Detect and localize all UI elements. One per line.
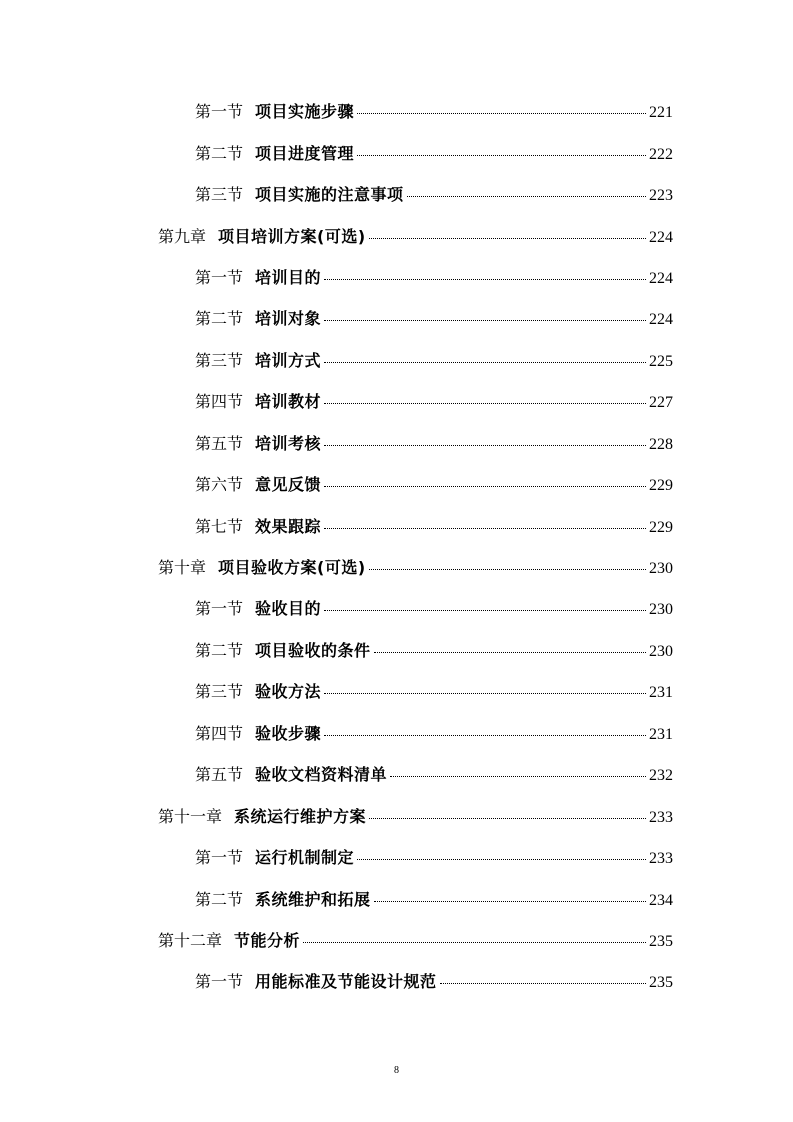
toc-dot-leader (324, 527, 646, 529)
toc-entry-number: 第五节 (195, 433, 244, 453)
toc-entry-page: 228 (649, 435, 673, 453)
toc-entry-page: 229 (649, 518, 673, 536)
toc-entry-page: 231 (649, 684, 673, 702)
toc-entry-title: 项目验收方案(可选) (218, 558, 366, 578)
toc-entry-content (195, 389, 673, 412)
toc-entry-title: 验收步骤 (255, 723, 322, 743)
toc-dot-leader (369, 237, 646, 239)
toc-entry-number: 第一节 (195, 848, 244, 868)
toc-entry-number: 第三节 (195, 682, 244, 702)
toc-entry-content (195, 845, 673, 868)
toc-entry-title: 项目实施的注意事项 (255, 185, 404, 205)
toc-chapter-entry[interactable] (0, 794, 793, 835)
toc-entry-content (195, 472, 673, 495)
toc-entry-number: 第十一章 (158, 806, 223, 826)
toc-entry-content (195, 348, 673, 371)
toc-entry-title: 培训教材 (255, 392, 322, 412)
toc-entry-title: 培训对象 (255, 309, 322, 329)
toc-entry-number: 第一节 (195, 972, 244, 992)
toc-entry-content (195, 679, 673, 702)
toc-entry-page: 233 (649, 808, 673, 826)
toc-entry-page: 230 (649, 601, 673, 619)
toc-entry-number: 第四节 (195, 392, 244, 412)
toc-entry-page: 227 (649, 394, 673, 412)
toc-entry-content (195, 306, 673, 329)
toc-entry-content (195, 887, 673, 910)
toc-dot-leader (357, 154, 646, 156)
toc-entry-content (158, 555, 673, 578)
toc-entry-title: 系统维护和拓展 (255, 889, 371, 909)
toc-entry-number: 第二节 (195, 640, 244, 660)
toc-chapter-entry[interactable] (0, 919, 793, 960)
toc-entry-number: 第五节 (195, 765, 244, 785)
toc-entry-title: 验收文档资料清单 (255, 765, 388, 785)
toc-entry-content (195, 99, 673, 122)
toc-dot-leader (324, 278, 646, 280)
toc-entry-title: 验收方法 (255, 682, 322, 702)
toc-entry-content (195, 762, 673, 785)
toc-entry-page: 235 (649, 932, 673, 950)
toc-dot-leader (324, 734, 646, 736)
toc-section-entry[interactable] (0, 836, 793, 877)
toc-dot-leader (369, 568, 646, 570)
toc-dot-leader (324, 485, 646, 487)
toc-entry-number: 第六节 (195, 475, 244, 495)
toc-entry-page: 224 (649, 228, 673, 246)
toc-section-entry[interactable] (0, 173, 793, 214)
toc-section-entry[interactable] (0, 877, 793, 918)
toc-entry-title: 项目进度管理 (255, 143, 355, 163)
toc-entry-content (195, 721, 673, 744)
toc-dot-leader (303, 941, 646, 943)
toc-chapter-entry[interactable] (0, 214, 793, 255)
toc-entry-title: 运行机制制定 (255, 848, 355, 868)
table-of-contents (0, 90, 793, 1002)
toc-section-entry[interactable] (0, 339, 793, 380)
toc-section-entry[interactable] (0, 463, 793, 504)
toc-section-entry[interactable] (0, 587, 793, 628)
toc-chapter-entry[interactable] (0, 546, 793, 587)
toc-entry-number: 第一节 (195, 267, 244, 287)
toc-section-entry[interactable] (0, 753, 793, 794)
toc-entry-content (195, 514, 673, 537)
toc-entry-page: 230 (649, 642, 673, 660)
toc-entry-title: 项目验收的条件 (255, 640, 371, 660)
toc-entry-title: 培训方式 (255, 350, 322, 370)
toc-dot-leader (374, 651, 646, 653)
toc-dot-leader (357, 112, 646, 114)
toc-entry-title: 验收目的 (255, 599, 322, 619)
toc-entry-content (195, 638, 673, 661)
toc-entry-page: 234 (649, 891, 673, 909)
toc-entry-content (158, 804, 673, 827)
toc-dot-leader (374, 900, 646, 902)
toc-entry-content (195, 265, 673, 288)
toc-entry-title: 效果跟踪 (255, 516, 322, 536)
toc-entry-number: 第十二章 (158, 930, 223, 950)
toc-entry-page: 225 (649, 352, 673, 370)
toc-entry-number: 第二节 (195, 889, 244, 909)
toc-section-entry[interactable] (0, 380, 793, 421)
toc-dot-leader (324, 692, 646, 694)
toc-entry-title: 用能标准及节能设计规范 (255, 972, 437, 992)
toc-entry-number: 第三节 (195, 350, 244, 370)
toc-entry-title: 意见反馈 (255, 475, 322, 495)
toc-entry-content (195, 596, 673, 619)
toc-entry-page: 229 (649, 477, 673, 495)
toc-dot-leader (324, 361, 646, 363)
toc-entry-number: 第十章 (158, 558, 207, 578)
toc-section-entry[interactable] (0, 90, 793, 131)
toc-entry-content (195, 431, 673, 454)
toc-section-entry[interactable] (0, 712, 793, 753)
toc-dot-leader (369, 817, 646, 819)
toc-entry-content (158, 224, 673, 247)
toc-entry-page: 223 (649, 187, 673, 205)
toc-entry-page: 222 (649, 145, 673, 163)
toc-entry-number: 第一节 (195, 599, 244, 619)
toc-dot-leader (324, 444, 646, 446)
toc-entry-page: 231 (649, 725, 673, 743)
toc-dot-leader (407, 195, 646, 197)
toc-entry-number: 第三节 (195, 185, 244, 205)
toc-entry-page: 224 (649, 269, 673, 287)
toc-entry-title: 培训目的 (255, 267, 322, 287)
toc-entry-number: 第二节 (195, 143, 244, 163)
toc-dot-leader (440, 982, 646, 984)
toc-entry-content (158, 928, 673, 951)
toc-section-entry[interactable] (0, 297, 793, 338)
toc-entry-title: 节能分析 (234, 930, 301, 950)
toc-entry-number: 第七节 (195, 516, 244, 536)
toc-dot-leader (390, 775, 646, 777)
toc-entry-page: 235 (649, 974, 673, 992)
toc-entry-number: 第一节 (195, 102, 244, 122)
toc-dot-leader (324, 609, 646, 611)
toc-entry-content (195, 969, 673, 992)
toc-entry-content (195, 141, 673, 164)
toc-entry-number: 第二节 (195, 309, 244, 329)
toc-section-entry[interactable] (0, 629, 793, 670)
toc-entry-number: 第九章 (158, 226, 207, 246)
page-number: 8 (394, 1065, 399, 1076)
toc-entry-page: 224 (649, 311, 673, 329)
toc-section-entry[interactable] (0, 504, 793, 545)
toc-dot-leader (324, 402, 646, 404)
toc-entry-title: 项目培训方案(可选) (218, 226, 366, 246)
toc-section-entry[interactable] (0, 670, 793, 711)
toc-entry-page: 233 (649, 850, 673, 868)
toc-dot-leader (357, 858, 646, 860)
toc-section-entry[interactable] (0, 960, 793, 1001)
toc-entry-number: 第四节 (195, 723, 244, 743)
toc-entry-title: 系统运行维护方案 (234, 806, 367, 826)
toc-dot-leader (324, 319, 646, 321)
toc-entry-content (195, 182, 673, 205)
toc-entry-page: 232 (649, 767, 673, 785)
toc-entry-title: 培训考核 (255, 433, 322, 453)
toc-section-entry[interactable] (0, 422, 793, 463)
toc-entry-page: 221 (649, 104, 673, 122)
toc-entry-title: 项目实施步骤 (255, 102, 355, 122)
toc-section-entry[interactable] (0, 131, 793, 172)
toc-entry-page: 230 (649, 560, 673, 578)
toc-section-entry[interactable] (0, 256, 793, 297)
